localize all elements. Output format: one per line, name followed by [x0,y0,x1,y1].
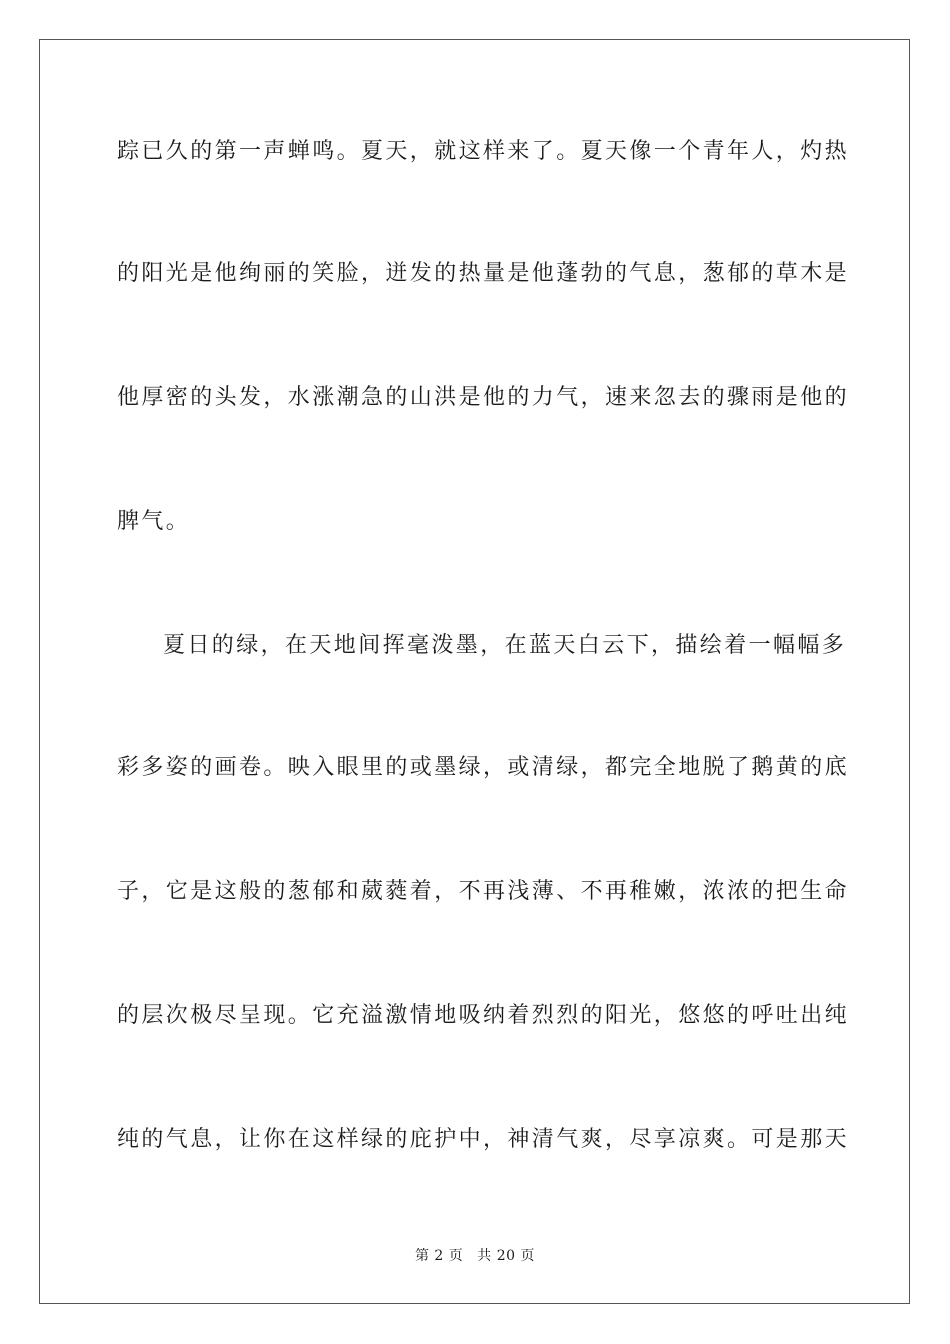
body-text-line: 纯的气息，让你在这样绿的庇护中，神清气爽，尽享凉爽。可是那天 [117,1127,850,1152]
page-border [39,39,910,1304]
body-text-line: 脾气。 [117,509,191,534]
body-text-line: 彩多姿的画卷。映入眼里的或墨绿，或清绿，都完全地脱了鹅黄的底 [117,755,850,780]
body-text-line: 的层次极尽呈现。它充溢激情地吸纳着烈烈的阳光，悠悠的呼吐出纯 [117,1003,850,1028]
body-text-line: 的阳光是他绚丽的笑脸，迸发的热量是他蓬勃的气息，葱郁的草木是 [117,261,850,286]
paragraph-first-line: 夏日的绿，在天地间挥毫泼墨，在蓝天白云下，描绘着一幅幅多 [163,633,847,658]
body-text-line: 他厚密的头发，水涨潮急的山洪是他的力气，速来忽去的骤雨是他的 [117,385,850,410]
body-text-line: 子，它是这般的葱郁和葳蕤着，不再浅薄、不再稚嫩，浓浓的把生命 [117,879,850,904]
page-total: 共 20 页 [477,1248,536,1264]
body-text-line: 踪已久的第一声蝉鸣。夏天，就这样来了。夏天像一个青年人，灼热 [117,139,850,164]
page-footer [0,1246,950,1266]
page-number: 第 2 页 [414,1248,464,1264]
